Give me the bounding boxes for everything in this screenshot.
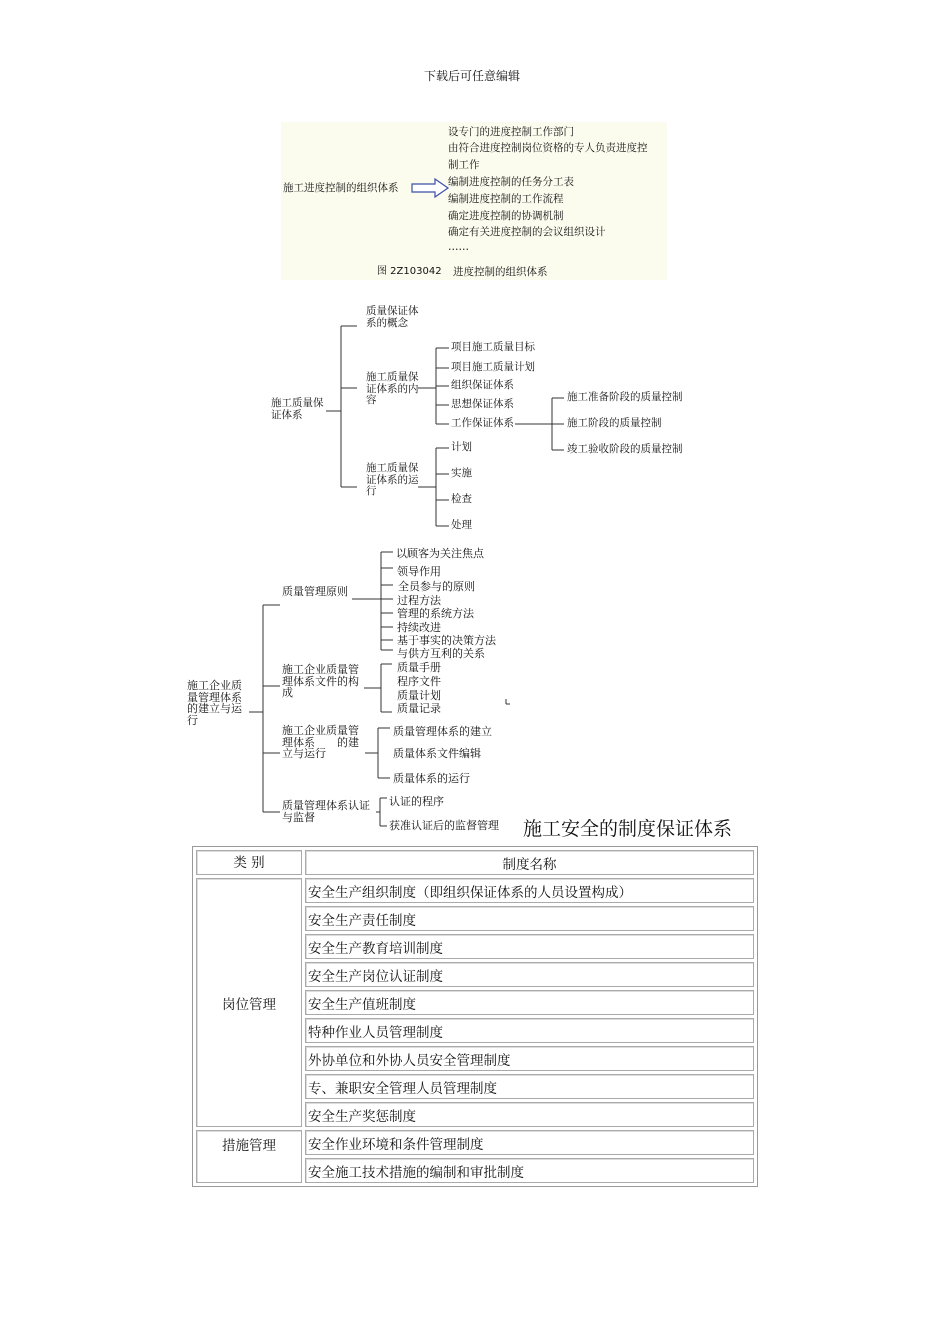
system-name-cell: 安全生产责任制度 bbox=[305, 906, 754, 931]
fig3-group-establish: 施工企业质量管 理体系 的建 立与运行 bbox=[282, 724, 359, 760]
fig3-establish-item: 质量管理体系的建立 bbox=[393, 725, 492, 738]
system-name-cell: 专、兼职安全管理人员管理制度 bbox=[305, 1074, 754, 1099]
header-category: 类 别 bbox=[196, 850, 302, 875]
header-system-name: 制度名称 bbox=[305, 850, 754, 875]
section-title: 施工安全的制度保证体系 bbox=[523, 818, 733, 840]
fig3-principle-item: 以顾客为关注焦点 bbox=[396, 547, 484, 560]
system-name-cell: 安全生产教育培训制度 bbox=[305, 934, 754, 959]
fig1-item: 编制进度控制的任务分工表 bbox=[448, 176, 574, 188]
fig3-principle-item: 领导作用 bbox=[397, 565, 441, 578]
fig3-document-item: 质量记录 bbox=[397, 702, 441, 715]
fig3-group-principles: 质量管理原则 bbox=[282, 585, 348, 598]
fig2-content-item: 组织保证体系 bbox=[451, 379, 514, 391]
system-name-cell: 安全施工技术措施的编制和审批制度 bbox=[305, 1158, 754, 1183]
fig3-principle-item: 基于事实的决策方法 bbox=[397, 634, 496, 647]
table-row bbox=[196, 878, 754, 903]
fig1-item: 确定有关进度控制的会议组织设计 bbox=[448, 226, 606, 238]
fig2-content-item: 项目施工质量目标 bbox=[451, 341, 535, 353]
category-post-management: 岗位管理 bbox=[196, 878, 302, 1127]
fig1-root: 施工进度控制的组织体系 bbox=[283, 182, 399, 194]
system-name-cell: 安全生产组织制度（即组织保证体系的人员设置构成） bbox=[305, 878, 754, 903]
fig3-root: 施工企业质 量管理体系 的建立与运 行 bbox=[187, 679, 242, 727]
fig1-caption: 进度控制的组织体系 bbox=[453, 266, 548, 278]
fig3-principle-item: 全员参与的原则 bbox=[398, 580, 475, 593]
fig3-certification-item: 认证的程序 bbox=[389, 795, 444, 808]
fig3-group-certification: 质量管理体系认证 与监督 bbox=[282, 799, 370, 824]
page-header: 下载后可任意编辑 bbox=[424, 69, 521, 83]
system-name-cell: 外协单位和外协人员安全管理制度 bbox=[305, 1046, 754, 1071]
fig2-work-sub-item: 施工阶段的质量控制 bbox=[567, 417, 662, 429]
fig3-establish-item: 质量体系文件编辑 bbox=[393, 747, 481, 760]
fig1-caption-number: 图 2Z103042 bbox=[377, 266, 442, 277]
fig2-operation-item: 检查 bbox=[451, 493, 472, 505]
fig3-document-item: 程序文件 bbox=[397, 675, 441, 688]
fig3-principle-item: 与供方互利的关系 bbox=[397, 647, 485, 660]
fig2-branch-concept: 质量保证体 系的概念 bbox=[366, 305, 419, 329]
fig2-content-item: 项目施工质量计划 bbox=[451, 361, 535, 373]
fig2-content-item: 思想保证体系 bbox=[451, 398, 514, 410]
fig1-item: 制工作 bbox=[448, 159, 480, 171]
fig3-principle-item: 管理的系统方法 bbox=[397, 607, 474, 620]
fig3-principle-item: 过程方法 bbox=[397, 594, 441, 607]
fig3-document-item: 质量计划 bbox=[397, 689, 441, 702]
system-name-cell: 特种作业人员管理制度 bbox=[305, 1018, 754, 1043]
system-name-cell: 安全生产奖惩制度 bbox=[305, 1102, 754, 1127]
fig2-operation-item: 处理 bbox=[451, 519, 472, 531]
fig3-principle-item: 持续改进 bbox=[397, 621, 441, 634]
fig1-item: 确定进度控制的协调机制 bbox=[448, 210, 564, 222]
fig2-branch-content: 施工质量保 证体系的内 容 bbox=[366, 371, 419, 406]
fig3-group-documents: 施工企业质量管 理体系文件的构 成 bbox=[282, 663, 359, 699]
system-name-cell: 安全生产岗位认证制度 bbox=[305, 962, 754, 987]
fig3-certification-item: 获准认证后的监督管理 bbox=[389, 819, 499, 832]
fig3-document-item: 质量手册 bbox=[397, 661, 441, 674]
fig1-item: 由符合进度控制岗位资格的专人负责进度控 bbox=[448, 142, 648, 154]
system-name-cell: 安全生产值班制度 bbox=[305, 990, 754, 1015]
fig1-item: 设专门的进度控制工作部门 bbox=[448, 126, 574, 138]
table-header-row bbox=[196, 850, 754, 875]
fig2-root: 施工质量保 证体系 bbox=[271, 397, 324, 421]
fig2-branch-operation: 施工质量保 证体系的运 行 bbox=[366, 462, 419, 497]
fig1-item: 编制进度控制的工作流程 bbox=[448, 193, 564, 205]
fig3-establish-item: 质量体系的运行 bbox=[393, 772, 470, 785]
fig2-work-sub-item: 竣工验收阶段的质量控制 bbox=[567, 443, 683, 455]
fig2-operation-item: 计划 bbox=[451, 441, 472, 453]
category-measure-management: 措施管理 bbox=[196, 1130, 302, 1183]
system-name-cell: 安全作业环境和条件管理制度 bbox=[305, 1130, 754, 1155]
fig2-operation-item: 实施 bbox=[451, 467, 472, 479]
safety-system-table bbox=[192, 846, 758, 1187]
fig1-item: …… bbox=[448, 241, 469, 253]
table-row bbox=[196, 1130, 754, 1155]
fig2-work-sub-item: 施工准备阶段的质量控制 bbox=[567, 391, 683, 403]
fig2-content-item: 工作保证体系 bbox=[451, 417, 514, 429]
